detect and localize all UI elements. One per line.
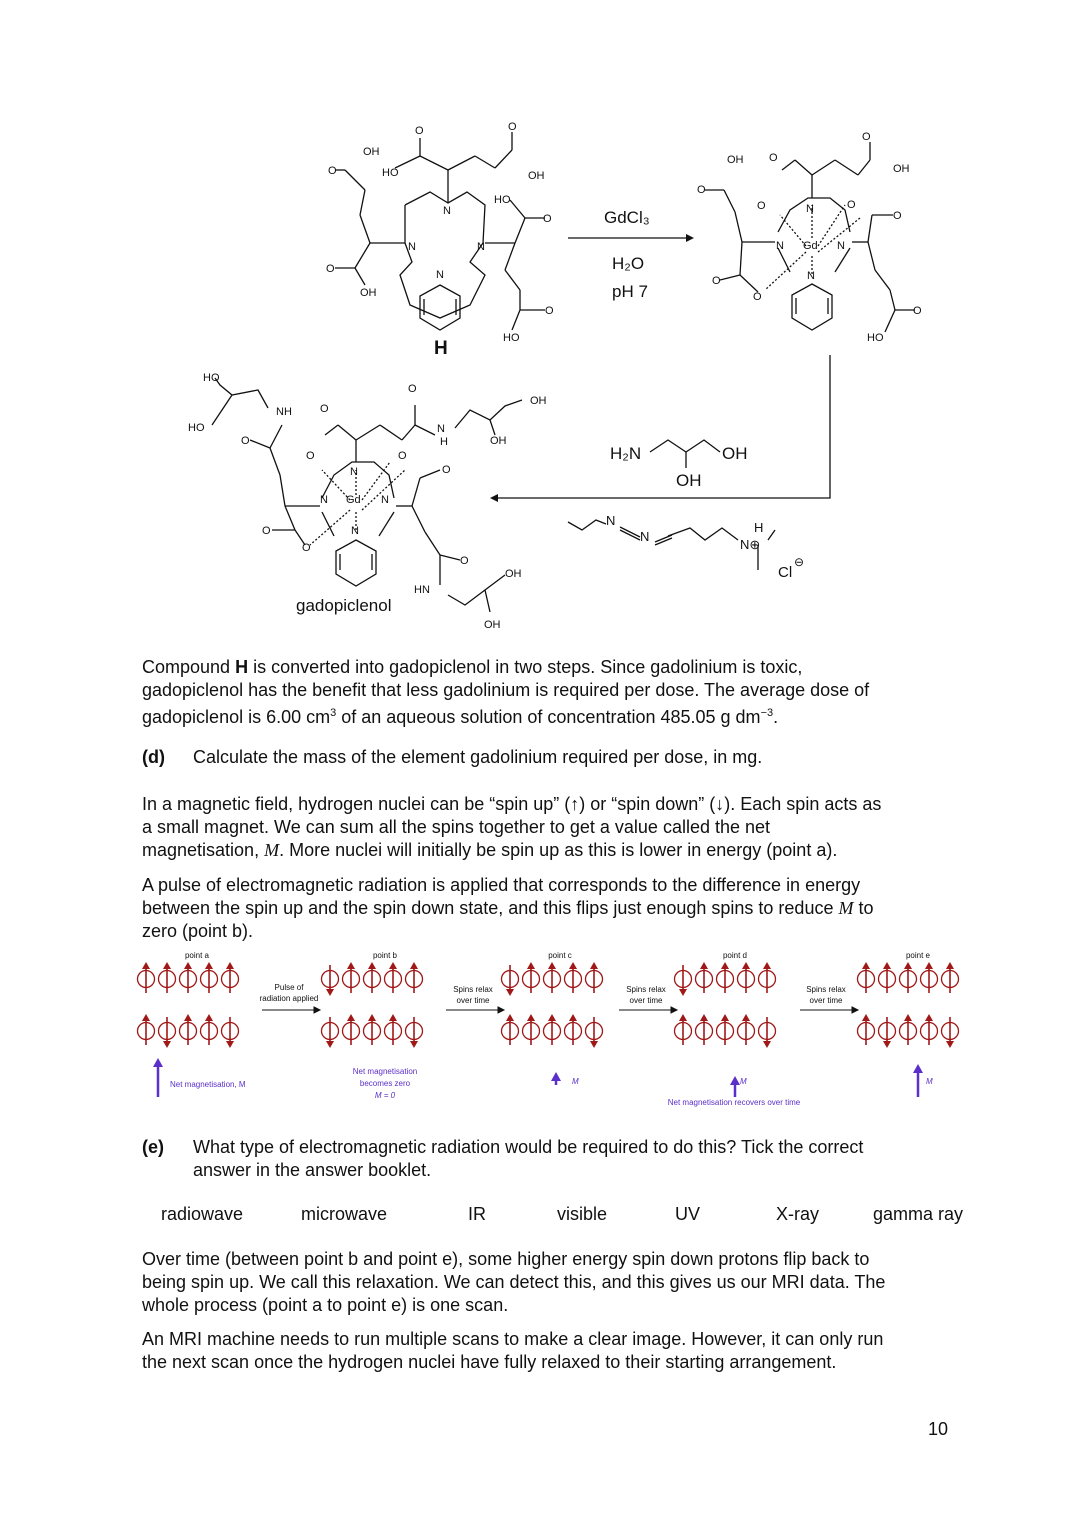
spin-nucleus [879,962,896,993]
atom-label: OH [505,568,522,580]
reagent-gdcl3: GdCl₃ [604,208,650,227]
arrow-label-4b: over time [809,996,843,1005]
intro-paragraph [142,656,972,729]
atom-label: HO [494,194,511,206]
pulse-paragraph [142,874,972,943]
magnet-line1: In a magnetic field, hydrogen nuclei can be “spin up” (↑) or “spin down” (↓). Each spin acts as [142,794,882,814]
relax-line2: being spin up. We call this relaxation. We can detect this, and this gives us our MRI data. The [142,1272,886,1292]
arrow-label-4a: Spins relax [806,985,846,994]
spin-nucleus [159,1017,176,1048]
relax-line1: Over time (between point b and point e), some higher energy spin down protons flip back to [142,1249,870,1269]
atom-label: O [757,200,766,212]
spin-nucleus [858,962,875,993]
m-label-d: M [740,1077,747,1086]
spin-group-2 [322,962,423,1048]
spin-nucleus [180,1014,197,1045]
atom-label: N⊕ [740,537,761,552]
atom-label: N [477,241,485,253]
magnet-line3: magnetisation, M. More nuclei will initially be spin up as this is lower in energy (point a). [142,840,838,860]
spin-nucleus [759,962,776,993]
atom-label: H [440,436,448,448]
spin-nucleus [675,1014,692,1045]
magnetisation-paragraph [142,793,972,862]
atom-label: O [408,383,417,395]
atom-label: O [543,213,552,225]
atom-label: N [408,241,416,253]
spin-nucleus [717,1014,734,1045]
atom-label: OH [360,287,377,299]
spin-group-4 [675,962,776,1048]
compound-h-structure [335,132,545,330]
atom-label: N [436,269,444,281]
spin-diagram [0,945,1080,1115]
point-label-d: point d [722,951,748,960]
spin-nucleus [544,1014,561,1045]
atom-label: N [437,423,445,435]
atom-label: O [712,275,721,287]
spin-nucleus [322,1017,339,1048]
atom-label: OH [530,395,547,407]
intro-line1: Compound H is converted into gadopiclenol in two steps. Since gadolinium is toxic, [142,657,803,677]
reaction-arrow-2 [498,355,830,498]
atom-label: N [776,240,784,252]
point-label-b: point b [372,951,398,960]
net-label-b1: Net magnetisation [352,1067,418,1076]
mri-line1: An MRI machine needs to run multiple scans to make a clear image. However, it can only run [142,1329,884,1349]
atom-label: Gd [803,240,818,252]
negative-charge: ⊖ [794,555,805,569]
atom-label: O [442,464,451,476]
spin-nucleus [222,1017,239,1048]
spin-nucleus [921,1014,938,1045]
spin-nucleus [565,1014,582,1045]
atom-label: OH [363,146,380,158]
atom-label: O [893,210,902,222]
point-label-a: point a [184,951,210,960]
option-ir: IR [468,1204,486,1224]
spin-nucleus [565,962,582,993]
arrow-label-1a: Pulse of [274,983,304,992]
arrow-label-3b: over time [629,996,663,1005]
chloride-ion: Cl [778,564,793,581]
atom-label: N [351,525,359,537]
atom-label: HN [414,584,430,596]
atom-label: OH [490,435,507,447]
atom-label: O [545,305,554,317]
gadopiclenol-label: gadopiclenol [296,596,392,615]
spin-group-3 [502,962,603,1048]
spin-nucleus [406,962,423,993]
spin-nucleus [385,1014,402,1045]
atom-label: O [326,263,335,275]
pulse-line2: between the spin up and the spin down state, and this flips just enough spins to reduce M to [142,898,874,918]
spin-nucleus [201,1014,218,1045]
atom-label: N [443,205,451,217]
radiation-options [0,1204,1080,1228]
compound-h-label: H [434,338,448,359]
spin-nucleus [942,1017,959,1048]
spin-nucleus [586,1017,603,1048]
spin-nucleus [900,962,917,993]
atom-label: OH [528,170,545,182]
spin-nucleus [180,962,197,993]
atom-label: O [320,403,329,415]
atom-label: N [837,240,845,252]
atom-label: HO [382,167,399,179]
arrow-label-3a: Spins relax [626,985,666,994]
atom-label: HO [188,422,205,434]
gd-complex-structure [705,142,915,332]
point-label-e: point e [905,951,931,960]
pulse-line1: A pulse of electromagnetic radiation is applied that corresponds to the difference in energy [142,875,861,895]
atom-label: O [302,542,311,554]
spin-nucleus [717,962,734,993]
spin-nucleus [343,1014,360,1045]
spin-nucleus [879,1017,896,1048]
spin-nucleus [138,1014,155,1045]
spin-nucleus [858,1014,875,1045]
reaction-scheme [0,0,1080,650]
atom-label: HO [203,372,220,384]
atom-label: O [460,555,469,567]
net-label-b3: M = 0 [374,1091,396,1100]
spin-nucleus [738,1014,755,1045]
atom-label: O [769,152,778,164]
spin-nucleus [675,965,692,996]
atom-label: NH [276,406,292,418]
arrow-label-2a: Spins relax [453,985,493,994]
spin-nucleus [523,962,540,993]
option-microwave: microwave [301,1204,388,1224]
m-label-e: M [926,1077,933,1086]
atom-label: OH [484,619,501,631]
atom-label: HO [867,332,884,344]
net-arrow-d [730,1076,740,1097]
arrow-label-2b: over time [456,996,490,1005]
option-uv: UV [675,1204,701,1224]
spin-nucleus [406,1017,423,1048]
reaction-condition: pH 7 [612,282,648,301]
option-radiowave: radiowave [161,1204,244,1224]
atom-label: H [754,520,764,535]
spin-nucleus [502,965,519,996]
recovers-label: Net magnetisation recovers over time [667,1098,801,1107]
spin-nucleus [921,962,938,993]
atom-label: OH [727,154,744,166]
spin-nucleus [364,962,381,993]
question-e-text: What type of electromagnetic radiation would be required to do this? Tick the correct answer in the answer booklet. [193,1137,864,1180]
mri-paragraph [142,1328,972,1374]
spin-nucleus [900,1014,917,1045]
spin-nucleus [343,962,360,993]
gadopiclenol-structure [212,378,522,612]
spin-nucleus [942,962,959,993]
atom-label: N [806,203,814,215]
intro-line2: gadopiclenol has the benefit that less gadolinium is required per dose. The average dose of [142,680,870,700]
atom-label: O [415,125,424,137]
aminopropanediol-structure [650,440,720,468]
arrow-label-1b: radiation applied [259,994,319,1003]
magnet-line2: a small magnet. We can sum all the spins together to get a value called the net [142,817,771,837]
atom-label: O [328,165,337,177]
intro-line3: gadopiclenol is 6.00 $cm^3$ of an aqueous solution of concentration 485.05 g $dm^{-3}$. [142,707,779,727]
spin-nucleus [544,962,561,993]
pulse-line3: zero (point b). [142,921,254,941]
spin-nucleus [738,962,755,993]
reagent-amine: H₂N [610,444,642,463]
atom-label: O [398,450,407,462]
atom-label: N [350,466,358,478]
atom-label: O [697,184,706,196]
spin-nucleus [222,962,239,993]
net-arrow-e [913,1064,923,1097]
option-xray: X-ray [776,1204,820,1224]
reagent-oh: OH [722,444,748,463]
atom-label: N [320,494,328,506]
net-label-a: Net magnetisation, M [170,1080,246,1089]
net-arrow-c [551,1072,561,1085]
spin-nucleus [586,962,603,993]
spin-nucleus [364,1014,381,1045]
page-number: 10 [927,1419,948,1439]
spin-nucleus [201,962,218,993]
spin-nucleus [385,962,402,993]
relax-line3: whole process (point a to point e) is one scan. [142,1295,509,1315]
spin-group-1 [138,962,239,1048]
spin-nucleus [502,1014,519,1045]
net-arrow-a [153,1058,163,1097]
atom-label: O [753,291,762,303]
atom-label: O [241,435,250,447]
question-e-label: (e) [142,1137,164,1157]
atom-label: O [847,199,856,211]
relaxation-paragraph [142,1248,972,1317]
question-d-label: (d) [142,747,165,767]
atom-label: Gd [346,494,361,506]
spin-group-5 [858,962,959,1048]
atom-label: O [508,121,517,133]
atom-label: O [262,525,271,537]
atom-label: HO [503,332,520,344]
atom-label: N [606,513,616,528]
option-visible: visible [557,1204,608,1224]
spin-nucleus [696,962,713,993]
atom-label: N [807,270,815,282]
atom-label: O [306,450,315,462]
atom-label: N [381,494,389,506]
spin-nucleus [138,962,155,993]
point-label-c: point c [548,951,572,960]
spin-nucleus [696,1014,713,1045]
reagent-oh: OH [676,471,702,490]
spin-nucleus [159,962,176,993]
option-gamma-ray: gamma ray [873,1204,964,1224]
spin-nucleus [759,1017,776,1048]
question-d-text: Calculate the mass of the element gadolinium required per dose, in mg. [193,747,763,767]
spin-nucleus [523,1014,540,1045]
atom-label: O [862,131,871,143]
atom-label: O [913,305,922,317]
m-label-c: M [572,1077,579,1086]
mri-line2: the next scan once the hydrogen nuclei have fully relaxed to their starting arrangement. [142,1352,837,1372]
spin-nucleus [322,965,339,996]
net-label-b2: becomes zero [359,1079,411,1088]
reagent-water: H₂O [612,254,645,273]
atom-label: N [640,529,650,544]
atom-label: OH [893,163,910,175]
